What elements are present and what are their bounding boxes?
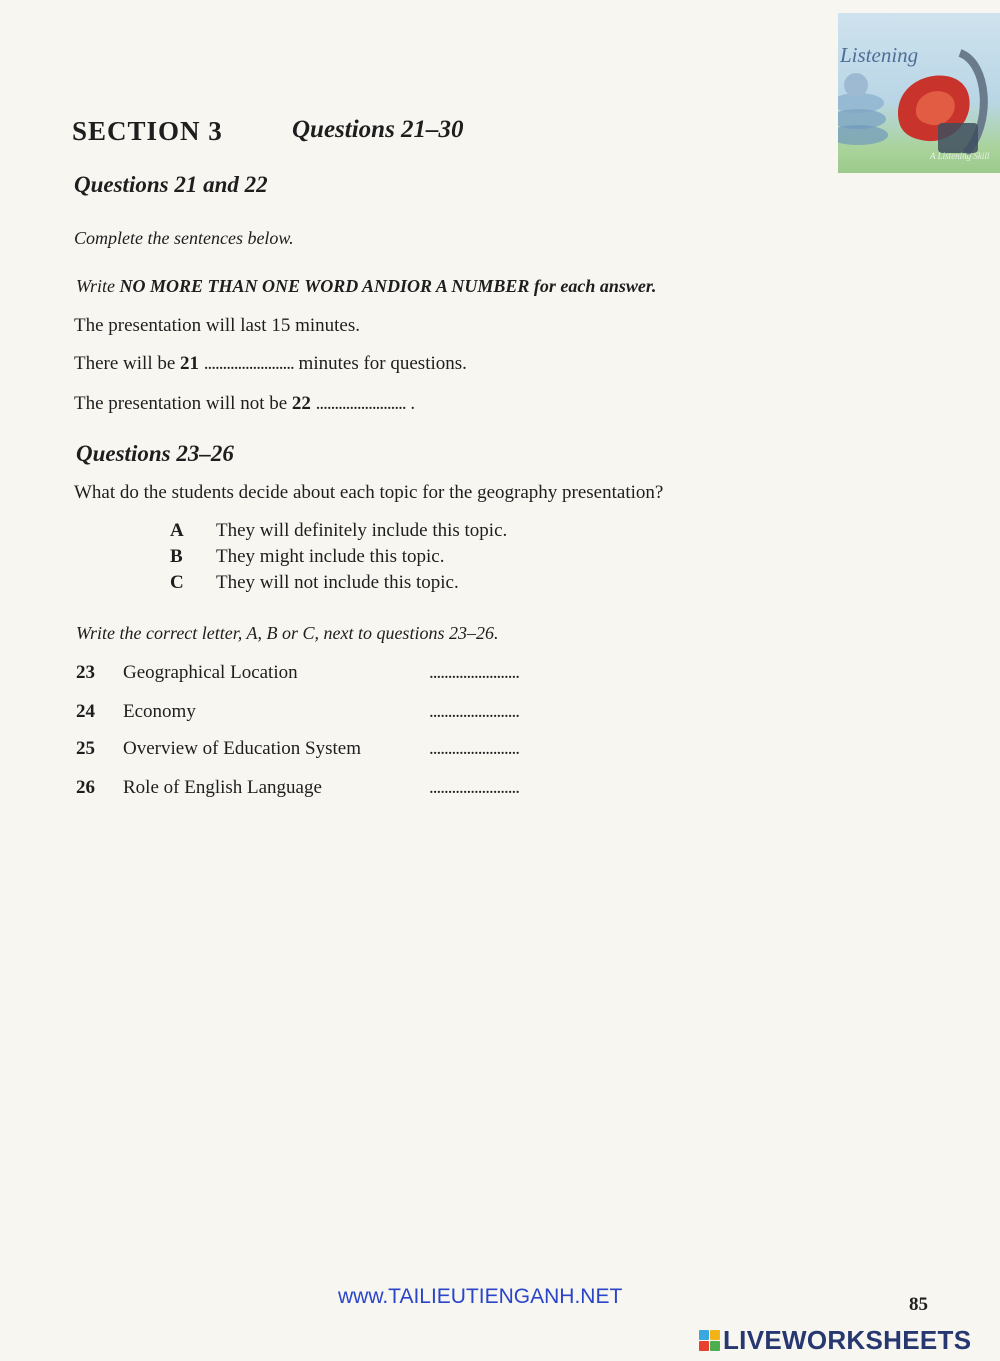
sentence-3-pre: The presentation will not be	[74, 393, 288, 414]
option-text: They will definitely include this topic.	[216, 520, 508, 541]
item-26-label: Role of English Language	[123, 777, 322, 798]
listening-badge	[838, 13, 1000, 173]
part2-heading: Questions 23–26	[76, 441, 234, 466]
option-letter: C	[170, 572, 184, 593]
item-23-number: 23	[76, 662, 95, 683]
item-24-number: 24	[76, 701, 95, 722]
option-c	[170, 572, 459, 594]
part2-instruction: Write the correct letter, A, B or C, next to questions 23–26.	[76, 623, 499, 643]
option-b	[170, 546, 445, 568]
part1-heading: Questions 21 and 22	[74, 172, 268, 197]
option-letter: B	[170, 546, 183, 567]
item-25-label: Overview of Education System	[123, 738, 361, 759]
answer-23-blank[interactable]: ........................	[429, 662, 519, 683]
page-number: 85	[909, 1294, 928, 1315]
sentence-3	[74, 393, 415, 415]
answer-24-blank[interactable]: ........................	[429, 701, 519, 722]
logo-square	[710, 1330, 720, 1340]
answer-25-blank[interactable]: ........................	[429, 738, 519, 759]
logo-square	[699, 1341, 709, 1351]
question-21-number: 21	[180, 353, 200, 374]
option-letter: A	[170, 520, 184, 541]
badge-title: Listening	[840, 43, 919, 67]
item-24-label: Economy	[123, 701, 196, 722]
option-text: They might include this topic.	[216, 546, 445, 567]
rule-prefix: Write	[76, 276, 115, 296]
liveworksheets-icon	[699, 1330, 720, 1351]
answer-21-blank[interactable]: ........................	[203, 353, 294, 374]
logo-square	[710, 1341, 720, 1351]
sentence-3-post: .	[410, 393, 416, 414]
part1-rule	[76, 276, 656, 297]
section-heading: SECTION 3	[72, 116, 223, 146]
logo-square	[699, 1330, 709, 1340]
part2-question: What do the students decide about each topic for the geography presentation?	[74, 482, 664, 503]
website-link[interactable]: www.TAILIEUTIENGANH.NET	[338, 1285, 623, 1308]
sentence-2-pre: There will be	[74, 353, 176, 374]
part1-instruction: Complete the sentences below.	[74, 228, 294, 248]
badge-subtitle: A Listening Skill	[930, 151, 990, 161]
item-26-number: 26	[76, 777, 95, 798]
question-22-number: 22	[291, 393, 311, 414]
answer-22-blank[interactable]: ........................	[315, 393, 406, 414]
liveworksheets-brand: LIVEWORKSHEETS	[723, 1324, 972, 1355]
option-a	[170, 520, 507, 542]
section-questions: Questions 21–30	[292, 116, 464, 143]
item-25-number: 25	[76, 738, 95, 759]
item-23-label: Geographical Location	[123, 662, 298, 683]
sentence-2	[74, 353, 467, 375]
rule-bold: NO MORE THAN ONE WORD ANDIOR A NUMBER	[119, 276, 530, 296]
listening-illustration-icon	[838, 13, 1000, 173]
option-text: They will not include this topic.	[216, 572, 459, 593]
liveworksheets-logo	[699, 1325, 971, 1355]
sentence-2-post: minutes for questions.	[298, 353, 467, 374]
sentence-1: The presentation will last 15 minutes.	[74, 315, 361, 336]
rule-suffix: for each answer.	[533, 276, 657, 296]
answer-26-blank[interactable]: ........................	[429, 777, 519, 798]
